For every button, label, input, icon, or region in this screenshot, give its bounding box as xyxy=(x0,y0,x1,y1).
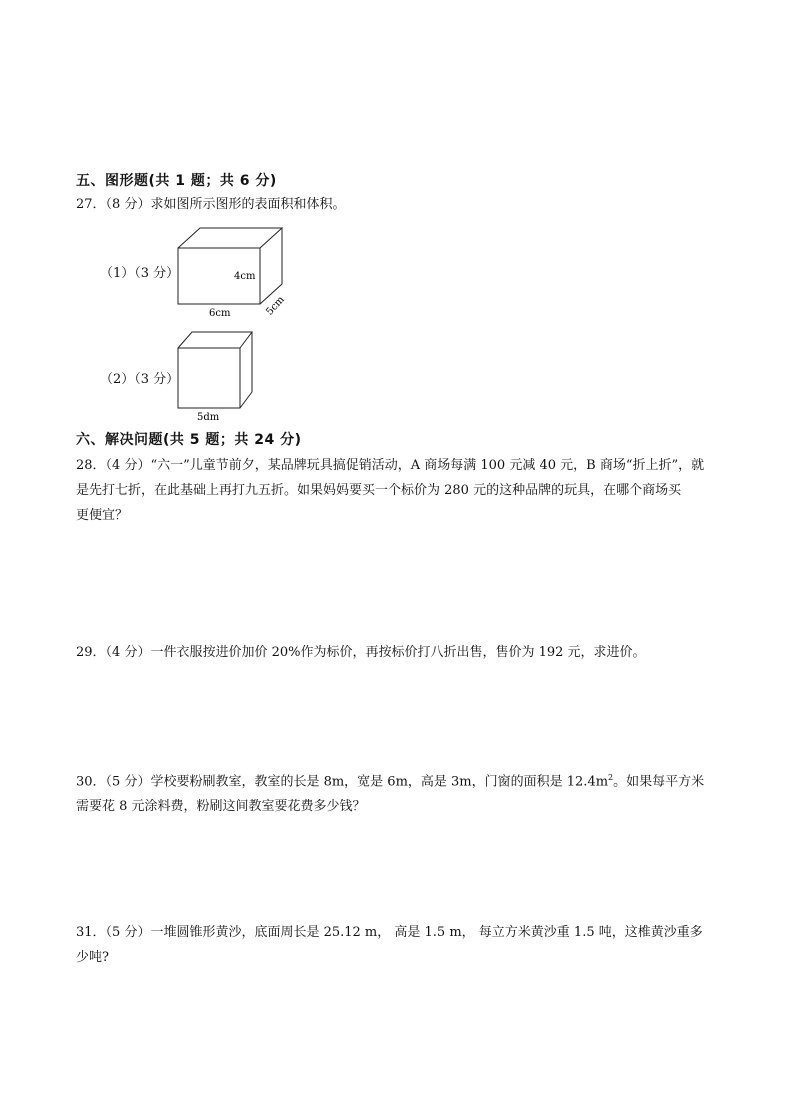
q27-part1-label: （1）（3 分） xyxy=(100,266,180,281)
cube-figure xyxy=(170,328,260,424)
cuboid-width-label: 6cm xyxy=(209,308,231,319)
question-27-text: 27．（8 分）求如图所示图形的表面积和体积。 xyxy=(76,197,346,212)
question-28-line3: 更便宜？ xyxy=(76,508,129,523)
cube-top-face xyxy=(178,332,252,348)
question-28 xyxy=(76,453,754,528)
question-31-line1: 31．（5 分）一堆圆锥形黄沙，底面周长是 25.12 m， 高是 1.5 m， 每立方米黄沙重 1.5 吨，这椎黄沙重多 xyxy=(76,925,703,940)
question-30-line1 xyxy=(76,765,754,794)
section-heading-geometry: 五、图形题(共 1 题；共 6 分) xyxy=(76,173,277,189)
cuboid-figure xyxy=(170,222,290,322)
section-heading-problems: 六、解决问题(共 5 题；共 24 分) xyxy=(76,432,302,448)
cube-front-face xyxy=(178,348,240,408)
square-superscript: 2 xyxy=(608,773,614,782)
question-30 xyxy=(76,765,754,819)
question-28-line1: 28．（4 分）“六一”儿童节前夕，某品牌玩具搞促销活动，A 商场每满 100 元减 40 元，B 商场“折上折”，就 xyxy=(76,458,705,473)
cube-edge-label: 5dm xyxy=(197,412,220,423)
cuboid-side-face xyxy=(260,228,282,304)
cube-side-face xyxy=(240,332,252,408)
question-29 xyxy=(76,640,754,665)
question-31-line2: 少吨? xyxy=(76,950,109,965)
question-30-line1-text: 30．（5 分）学校要粉刷教室，教室的长是 8m，宽是 6m，高是 3m，门窗的面积是 12.4m xyxy=(76,774,609,790)
cuboid-top-face xyxy=(178,228,282,248)
question-29-line1: 29．（4 分）一件衣服按进价加价 20%作为标价，再按标价打八折出售，售价为 192 元，求进价。 xyxy=(76,645,646,660)
cuboid-height-label: 4cm xyxy=(234,271,256,282)
question-30-line2: 需要花 8 元涂料费，粉刷这间教室要花费多少钱？ xyxy=(76,799,366,815)
cuboid-depth-label: 5cm xyxy=(264,294,287,318)
question-30-line1-end: 。如果每平方米 xyxy=(613,774,705,790)
q27-part2-label: （2）（3 分） xyxy=(100,372,180,387)
question-28-line2: 是先打七折，在此基础上再打九五折。如果妈妈要买一个标价为 280 元的这种品牌的玩具，在哪个商场买 xyxy=(76,483,682,498)
question-31 xyxy=(76,920,754,970)
